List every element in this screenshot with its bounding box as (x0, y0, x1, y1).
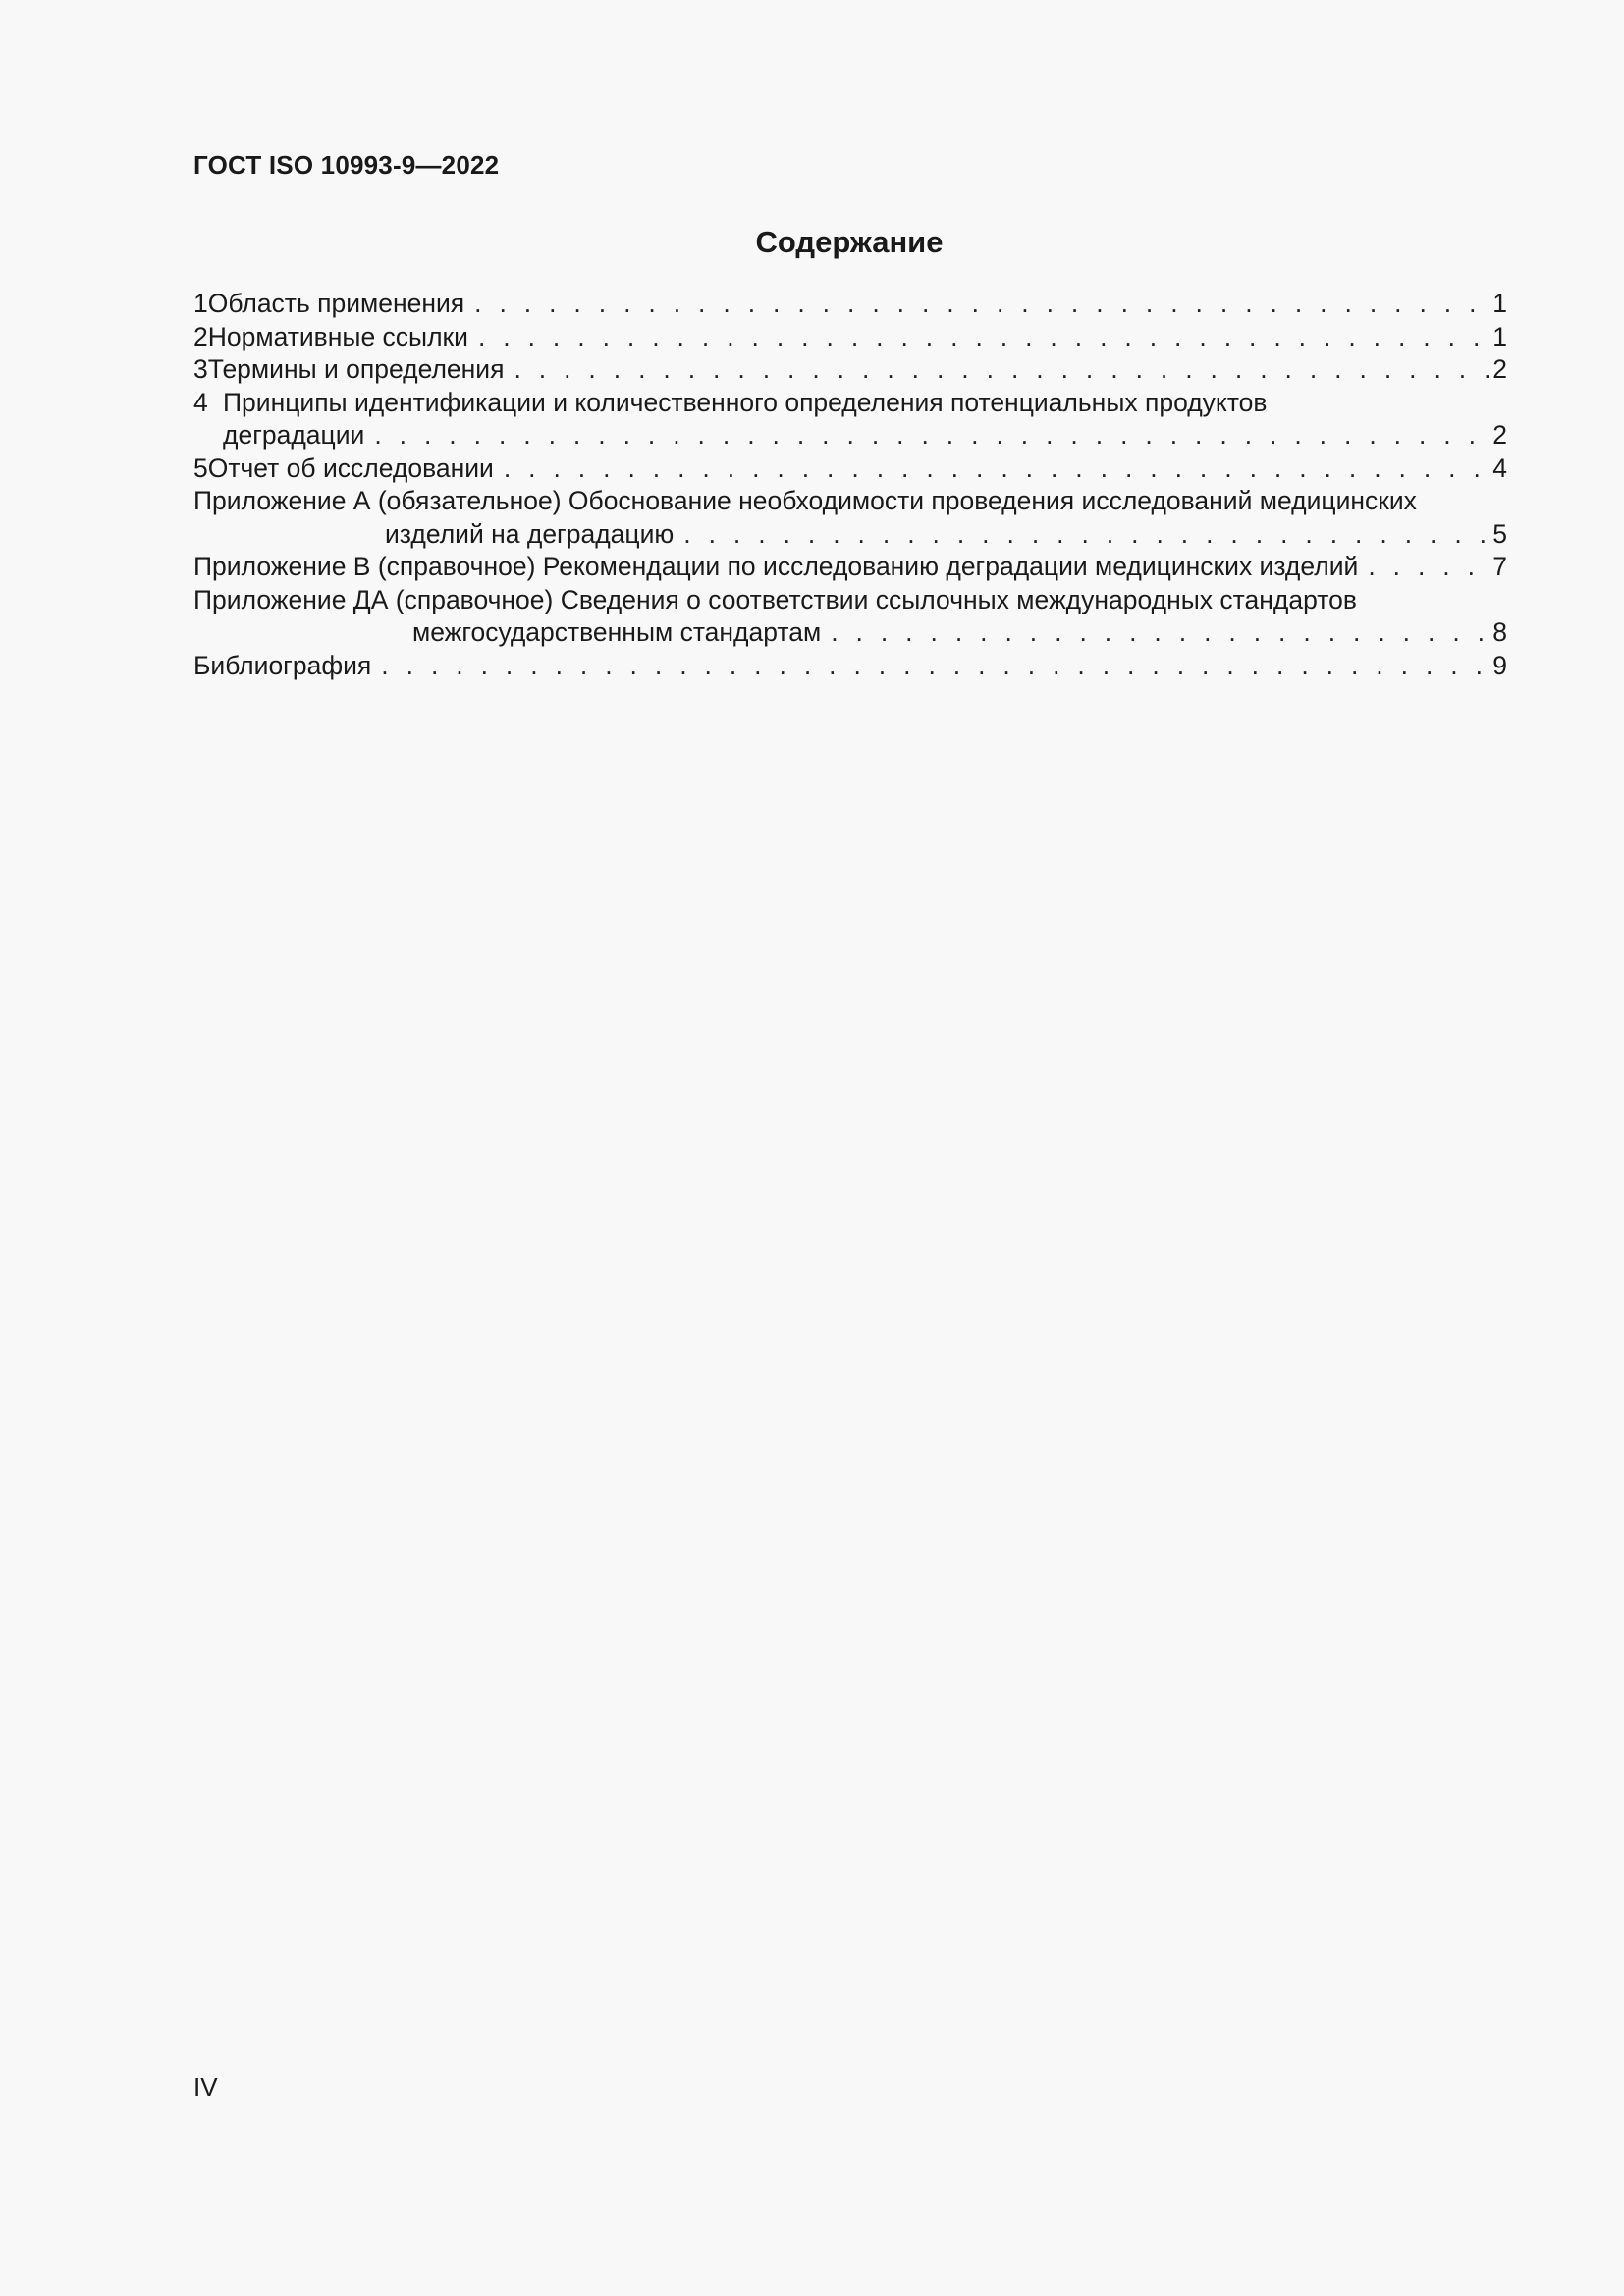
toc-entry-appendix[interactable] (193, 551, 1507, 584)
toc-entry-text-continued: деградации (223, 420, 365, 450)
toc-entry-page: 4 (1492, 453, 1507, 483)
toc-entry-text: Принципы идентификации и количественного определения потенциальных продуктов (223, 387, 1268, 417)
toc-entry-number: 1 (193, 289, 208, 318)
toc-entry[interactable] (193, 387, 1507, 453)
toc-entry-text: Нормативные ссылки (207, 321, 468, 351)
toc-leader-dots (683, 518, 1490, 552)
toc-entry[interactable] (193, 453, 1507, 486)
toc-entry-appendix[interactable] (193, 584, 1507, 650)
toc-leader-dots (474, 288, 1490, 321)
toc-entry-text: Приложение ДА (справочное) Сведения о соответствии ссылочных международных стандартов (193, 584, 1357, 614)
table-of-contents (193, 288, 1507, 682)
toc-entry-text: Отчет об исследовании (207, 453, 494, 483)
toc-entry[interactable] (193, 288, 1507, 321)
toc-entry-page: 1 (1492, 289, 1507, 318)
toc-entry-number: 5 (193, 453, 208, 483)
toc-leader-dots (374, 419, 1490, 453)
toc-entry-number: 4 (193, 387, 208, 417)
document-code: ГОСТ ISO 10993-9—2022 (193, 150, 500, 180)
toc-leader-dots (478, 321, 1490, 354)
toc-entry-text-continued: изделий на деградацию (385, 518, 675, 549)
page-number: IV (193, 2072, 218, 2102)
toc-entry-text: Термины и определения (207, 354, 505, 384)
toc-entry-text-continued: межгосударственным стандартам (412, 617, 822, 647)
toc-leader-dots (514, 353, 1490, 387)
toc-entry-text: Приложение В (справочное) Рекомендации по исследованию деградации медицинских изделий (193, 552, 1359, 581)
toc-entry-page: 5 (1492, 518, 1507, 549)
toc-entry-appendix[interactable] (193, 485, 1507, 551)
toc-entry-page: 2 (1492, 420, 1507, 450)
toc-title: Содержание (755, 225, 944, 259)
toc-entry-page: 9 (1492, 650, 1507, 680)
toc-entry-number: 3 (193, 354, 208, 384)
toc-entry-text: Область применения (207, 289, 465, 318)
toc-entry-page: 1 (1492, 321, 1507, 351)
toc-leader-dots (381, 650, 1490, 683)
toc-entry-page: 8 (1492, 617, 1507, 647)
toc-leader-dots (504, 453, 1490, 486)
toc-entry-text: Библиография (193, 650, 372, 680)
toc-entry[interactable] (193, 353, 1507, 387)
toc-entry-bibliography[interactable] (193, 650, 1507, 683)
toc-entry-number: 2 (193, 321, 208, 351)
toc-leader-dots (831, 616, 1490, 650)
toc-leader-dots (1368, 551, 1490, 584)
toc-entry-page: 2 (1492, 354, 1507, 384)
toc-entry-page: 7 (1492, 552, 1507, 581)
toc-entry-text: Приложение А (обязательное) Обоснование необходимости проведения исследований медицинских (193, 486, 1417, 515)
toc-entry[interactable] (193, 321, 1507, 354)
